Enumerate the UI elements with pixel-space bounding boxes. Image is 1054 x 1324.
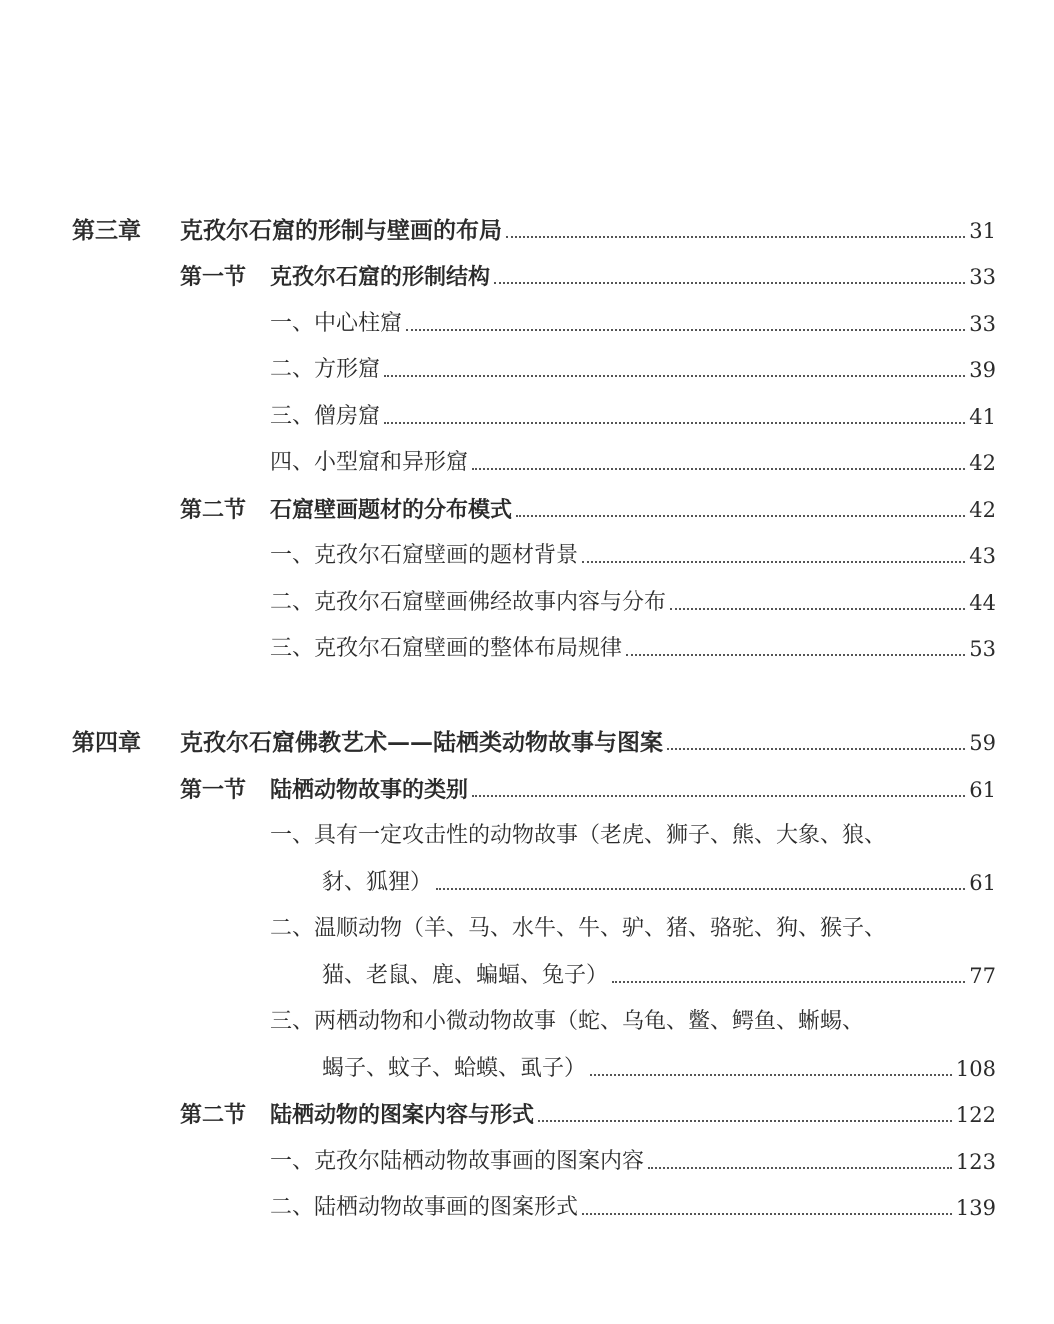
dot-leader [626,653,965,656]
page-number: 122 [955,1103,996,1127]
toc-item[interactable] [270,817,996,851]
item-title-continued: 蝎子、蚊子、蛤蟆、虱子） [322,1056,587,1081]
dot-leader [472,467,965,470]
dot-leader [612,980,965,983]
toc-item[interactable] [270,537,996,571]
dot-leader [472,794,965,797]
page-number: 39 [969,358,996,382]
toc-item[interactable] [270,444,996,478]
page-number: 61 [969,871,996,895]
toc-item-continuation[interactable] [322,864,996,898]
dot-leader [494,281,965,284]
page-number: 53 [969,637,996,661]
toc-item[interactable] [270,1003,996,1037]
dot-leader [582,1212,952,1215]
item-title: 三、僧房窟 [270,404,381,429]
item-title: 一、具有一定攻击性的动物故事（老虎、狮子、熊、大象、狼、 [270,823,887,848]
page-number: 44 [969,591,996,615]
item-title: 三、两栖动物和小微动物故事（蛇、乌龟、鳖、鳄鱼、蜥蜴、 [270,1009,865,1034]
section-title: 石窟壁画题材的分布模式 [270,497,513,523]
page-number: 42 [969,498,996,522]
page-number: 59 [969,731,996,755]
toc-section[interactable] [180,771,996,805]
dot-leader [436,887,965,890]
page-number: 31 [969,219,996,243]
section-number: 第二节 [180,1102,247,1128]
item-title: 一、克孜尔陆栖动物故事画的图案内容 [270,1149,645,1174]
item-title: 三、克孜尔石窟壁画的整体布局规律 [270,636,623,661]
item-title: 二、克孜尔石窟壁画佛经故事内容与分布 [270,590,667,615]
chapter-number: 第四章 [72,729,141,756]
toc-item-continuation[interactable] [322,957,996,991]
section-number: 第一节 [180,264,247,290]
item-title: 四、小型窟和异形窟 [270,450,469,475]
page-number: 43 [969,544,996,568]
toc-section[interactable] [180,1096,996,1130]
section-title: 陆栖动物的图案内容与形式 [270,1102,535,1128]
dot-leader [516,514,965,517]
dot-leader [384,421,965,424]
dot-leader [538,1119,952,1122]
toc-section[interactable] [180,258,996,292]
dot-leader [506,235,965,238]
toc-chapter-4[interactable] [72,724,996,758]
dot-leader [582,560,965,563]
chapter-number: 第三章 [72,217,141,244]
dot-leader [406,328,965,331]
page-number: 77 [969,964,996,988]
page-number: 139 [955,1196,996,1220]
toc-item-continuation[interactable] [322,1050,996,1084]
dot-leader [384,374,965,377]
item-title: 二、方形窟 [270,357,381,382]
item-title-continued: 豺、狐狸） [322,870,433,895]
item-title: 一、中心柱窟 [270,311,403,336]
toc-item[interactable] [270,305,996,339]
toc-item[interactable] [270,398,996,432]
page-number: 123 [955,1150,996,1174]
page-number: 33 [969,312,996,336]
toc-item[interactable] [270,910,996,944]
toc-item[interactable] [270,630,996,664]
item-title: 二、陆栖动物故事画的图案形式 [270,1195,579,1220]
toc-item[interactable] [270,584,996,618]
page-number: 33 [969,265,996,289]
dot-leader [648,1166,952,1169]
toc-section[interactable] [180,491,996,525]
dot-leader [667,747,965,750]
section-title: 陆栖动物故事的类别 [270,777,469,803]
chapter-title: 克孜尔石窟佛教艺术——陆栖类动物故事与图案 [180,729,663,756]
page-number: 41 [969,405,996,429]
item-title: 二、温顺动物（羊、马、水牛、牛、驴、猪、骆驼、狗、猴子、 [270,916,887,941]
page-number: 61 [969,778,996,802]
toc-item[interactable] [270,1189,996,1223]
dot-leader [670,607,965,610]
section-number: 第一节 [180,777,247,803]
item-title-continued: 猫、老鼠、鹿、蝙蝠、兔子） [322,963,609,988]
section-title: 克孜尔石窟的形制结构 [270,264,491,290]
toc-item[interactable] [270,351,996,385]
page-number: 42 [969,451,996,475]
chapter-title: 克孜尔石窟的形制与壁画的布局 [180,217,502,244]
section-number: 第二节 [180,497,247,523]
toc-chapter-3[interactable] [72,212,996,246]
page-number: 108 [955,1057,996,1081]
toc-item[interactable] [270,1143,996,1177]
item-title: 一、克孜尔石窟壁画的题材背景 [270,543,579,568]
dot-leader [590,1073,952,1076]
